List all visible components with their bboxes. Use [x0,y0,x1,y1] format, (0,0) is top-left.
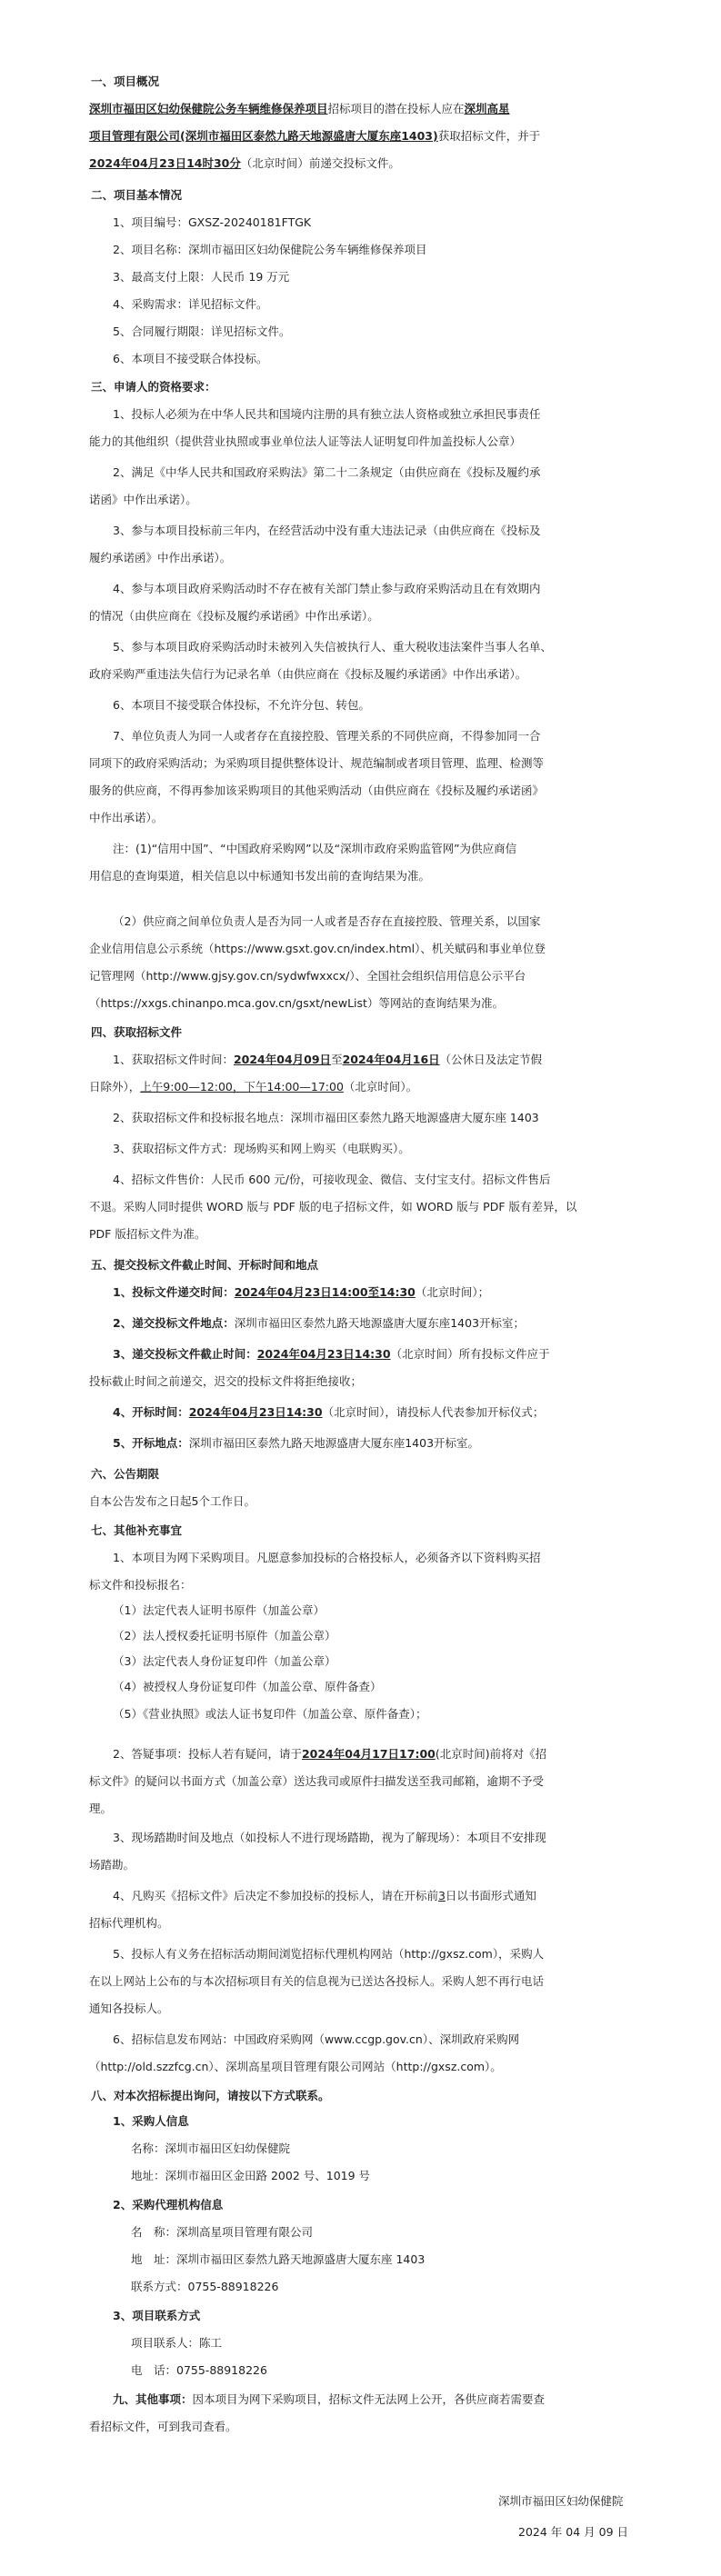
text-span: 5、开标地点： [113,1436,189,1450]
end-date: 2024年04月16日 [342,1053,440,1066]
text-span: 深圳市福田区泰然九路天地源盛唐大厦东座1403开标室； [234,1316,526,1330]
project-info-item: 1、项目编号：GXSZ-20240181FTGK [113,215,312,229]
text-span: （北京时间）； [415,1285,490,1299]
required-doc: （4）被授权人身份证复印件（加盖公章、原件备查） [113,1680,382,1693]
requirement-line: 诺函》中作出承诺）。 [89,493,197,506]
text-span: 因本项目为网下采购项目，招标文件无法网上公开，各供应商若需要查 [192,2392,546,2406]
text-span: 招标项目的潜在投标人应在 [327,102,465,115]
section-9-heading: 九、其他事项： [113,2392,193,2406]
required-doc: （1）法定代表人证明书原件（加盖公章） [113,1603,325,1617]
text-span: 3、递交投标文件截止时间： [113,1347,257,1361]
section-4-heading: 四、获取招标文件 [91,1025,183,1039]
text-span: 1、获取招标文件时间： [113,1053,234,1066]
project-contact-phone: 电 话：0755-88918226 [131,2363,267,2377]
obtain-place: 2、获取招标文件和投标报名地点：深圳市福田区泰然九路天地源盛唐大厦东座 1403 [113,1111,539,1124]
submit-deadline-line-1 [113,1347,550,1361]
requirement-line: 中作出承诺）。 [89,811,164,824]
note-line: 记管理网（http://www.gjsy.gov.cn/sydwfwxxcx/）、全国社会组织信用信息公示平台 [89,969,526,983]
supplement-line: 标文件和投标报名： [89,1578,192,1592]
qa-line-1 [113,1747,546,1761]
note-line: （https://xxgs.chinanpo.mca.gov.cn/gsxt/newList）等网站的查询结果为准。 [89,996,504,1010]
qa-line-2: 标文件》的疑问以书面方式（加盖公章）送达我司或原件扫描发送至我司邮箱，逾期不予受 [89,1774,545,1788]
publish-sites-line: 6、招标信息发布网站：中国政府采购网（www.ccgp.gov.cn）、深圳政府采购网 [113,2032,520,2046]
submit-deadline: 2024年04月23日14:30 [256,1347,391,1361]
requirement-line: 同项下的政府采购活动；为采购项目提供整体设计、规范编制或者项目管理、监理、检测等 [89,756,545,770]
issue-date: 2024 年 04 月 09 日 [518,2525,628,2539]
note-line: 用信息的查询渠道，相关信息以中标通知书发出前的查询结果为准。 [89,869,431,883]
text-span: （北京时间）所有投标文件应于 [390,1347,550,1361]
agency-name: 深圳高星 [464,102,510,115]
obtain-time-line-1 [113,1053,542,1066]
requirement-line: 服务的供应商，不得再参加该采购项目的其他采购活动（由供应商在《投标及履约承诺函》 [89,784,545,797]
text-span: 深圳市福田区泰然九路天地源盛唐大厦东座1403开标室。 [188,1436,480,1450]
text-span: （北京时间），请投标人代表参加开标仪式； [322,1405,545,1419]
agency-heading: 2、采购代理机构信息 [113,2198,224,2212]
site-visit-line: 3、现场踏勘时间及地点（如投标人不进行现场踏勘，视为了解现场）：本项目不安排现 [113,1831,546,1844]
project-contact-person: 项目联系人：陈工 [131,2336,223,2350]
price-line: PDF 版招标文件为准。 [89,1227,206,1241]
section-3-heading: 三、申请人的资格要求： [91,380,216,394]
required-doc: （5）《营业执照》或法人证书复印件（加盖公章、原件备查）； [113,1707,427,1721]
requirement-line: 4、参与本项目政府采购活动时不存在被有关部门禁止参与政府采购活动且在有效期内 [113,582,541,595]
purchaser-address: 地址：深圳市福田区金田路 2002 号、1019 号 [131,2169,371,2182]
agency-phone: 联系方式：0755-88918226 [131,2280,279,2293]
issuer-name: 深圳市福田区妇幼保健院 [498,2494,624,2508]
bid-deadline: 2024年04月23日14时30分 [89,156,241,170]
website-duty-line: 在以上网站上公布的与本次招标项目有关的信息视为已送达各投标人。采购人恕不再行电话 [89,1974,545,1988]
site-visit-line: 场踏勘。 [89,1858,135,1872]
qa-deadline: 2024年04月17日17:00 [301,1747,436,1761]
section-9-line-2: 看招标文件，可到我司查看。 [89,2420,237,2433]
section-1-heading: 一、项目概况 [91,75,160,88]
project-info-item: 5、合同履行期限：详见招标文件。 [113,324,291,338]
text-span: (北京时间)前将对《招 [435,1747,547,1761]
text-span: 4、开标时间： [113,1405,189,1419]
note-line: （2）供应商之间单位负责人是否为同一人或者是否存在直接控股、管理关系，以国家 [113,914,541,928]
section-1-para-line-1 [89,102,510,115]
text-span: 日以书面形式通知 [445,1889,536,1902]
purchaser-name: 名称：深圳市福田区妇幼保健院 [131,2142,291,2155]
project-info-item: 4、采购需求：详见招标文件。 [113,297,268,311]
text-span: 1、投标文件递交时间： [113,1285,235,1299]
requirement-line: 5、参与本项目政府采购活动时未被列入失信被执行人、重大税收违法案件当事人名单、 [113,640,552,654]
project-info-item: 3、最高支付上限：人民币 19 万元 [113,270,290,284]
project-name-link: 深圳市福田区妇幼保健院公务车辆维修保养项目 [89,102,328,115]
requirement-line: 能力的其他组织（提供营业执照或事业单位法人证等法人证明复印件加盖投标人公章） [89,434,522,448]
note-line: 企业信用信息公示系统（https://www.gsxt.gov.cn/index.html）、机关赋码和事业单位登 [89,942,546,955]
note-line: 注：(1)“信用中国”、“中国政府采购网”以及“深圳市政府采购监管网”为供应商信 [113,842,517,855]
notice-period: 自本公告发布之日起5个工作日。 [89,1494,255,1508]
project-contact-heading: 3、项目联系方式 [113,2309,201,2322]
price-line: 4、招标文件售价：人民币 600 元/份，可接收现金、微信、支付宝支付。招标文件售后 [113,1173,551,1186]
agency-name: 名 称：深圳高星项目管理有限公司 [131,2225,314,2239]
required-doc: （3）法定代表人身份证复印件（加盖公章） [113,1654,336,1668]
opening-place [113,1436,479,1450]
project-info-item: 6、本项目不接受联合体投标。 [113,352,268,365]
submit-time [113,1285,489,1299]
qa-line-3: 理。 [89,1802,113,1815]
submit-window: 2024年04月23日14:00至14:30 [234,1285,416,1299]
section-6-heading: 六、公告期限 [91,1467,160,1481]
text-span: （北京时间）前递交投标文件。 [240,156,400,170]
agency-address: 地 址：深圳市福田区泰然九路天地源盛唐大厦东座 1403 [131,2252,426,2266]
website-duty-line: 通知各投标人。 [89,2002,169,2015]
website-duty-line: 5、投标人有义务在招标活动期间浏览招标代理机构网站（http://gxsz.com），采购人 [113,1947,545,1961]
text-span: 2、递交投标文件地点： [113,1316,235,1330]
text-span: 获取招标文件，并于 [437,129,541,143]
text-span: 4、凡购买《招标文件》后决定不参加投标的投标人，请在开标前 [113,1889,438,1902]
section-8-heading: 八、对本次招标提出询问，请按以下方式联系。 [91,2089,330,2102]
section-1-para-line-2 [89,129,540,143]
office-hours: 上午9:00—12:00，下午14:00—17:00 [140,1080,344,1093]
price-line: 不退。采购人同时提供 WORD 版与 PDF 版的电子招标文件，如 WORD 版与 PDF 版有差异，以 [89,1200,577,1213]
withdraw-line-1 [113,1889,536,1902]
section-2-heading: 二、项目基本情况 [91,188,183,202]
text-span: 日除外）， [89,1080,141,1093]
agency-address: 项目管理有限公司(深圳市福田区泰然九路天地源盛唐大厦东座1403) [89,129,438,143]
opening-datetime: 2024年04月23日14:30 [188,1405,323,1419]
text-span: （公休日及法定节假 [439,1053,543,1066]
supplement-line: 1、本项目为网下采购项目。凡愿意参加投标的合格投标人，必须备齐以下资料购买招 [113,1551,541,1564]
submit-place [113,1316,525,1330]
text-span: 2、答疑事项：投标人若有疑问，请于 [113,1747,302,1761]
requirement-line: 履约承诺函》中作出承诺）。 [89,551,232,564]
section-5-heading: 五、提交投标文件截止时间、开标时间和地点 [91,1258,319,1272]
opening-time [113,1405,544,1419]
days-notice: 3 [437,1889,446,1902]
requirement-line: 2、满足《中华人民共和国政府采购法》第二十二条规定（由供应商在《投标及履约承 [113,465,541,479]
requirement-line: 1、投标人必须为在中华人民共和国境内注册的具有独立法人资格或独立承担民事责任 [113,407,541,421]
text-span: （北京时间）。 [343,1080,418,1093]
text-span: 至 [331,1053,343,1066]
obtain-time-line-2 [89,1080,417,1093]
section-7-heading: 七、其他补充事宜 [91,1523,183,1537]
publish-sites-line: （http://old.szzfcg.cn）、深圳高星项目管理有限公司网站（http://gxsz.com）。 [89,2060,502,2073]
requirement-line: 政府采购严重违法失信行为记录名单（由供应商在《投标及履约承诺函》中作出承诺）。 [89,667,527,681]
requirement-line: 7、单位负责人为同一人或者存在直接控股、管理关系的不同供应商，不得参加同一合 [113,729,541,743]
requirement-line: 3、参与本项目投标前三年内，在经营活动中没有重大违法记录（由供应商在《投标及 [113,524,541,537]
requirement-line: 的情况（由供应商在《投标及履约承诺函》中作出承诺）。 [89,609,379,623]
requirement-line: 6、本项目不接受联合体投标，不允许分包、转包。 [113,698,370,712]
project-info-item: 2、项目名称：深圳市福田区妇幼保健院公务车辆维修保养项目 [113,243,427,256]
submit-deadline-line-2: 投标截止时间之前递交，迟交的投标文件将拒绝接收； [89,1374,363,1388]
section-9-line-1 [113,2392,545,2406]
purchaser-heading: 1、采购人信息 [113,2114,189,2128]
withdraw-line-2: 招标代理机构。 [89,1916,169,1930]
section-1-para-line-3 [89,156,400,170]
start-date: 2024年04月09日 [233,1053,332,1066]
obtain-method: 3、获取招标文件方式：现场购买和网上购买（电联购买）。 [113,1142,410,1155]
required-doc: （2）法人授权委托证明书原件（加盖公章） [113,1629,336,1642]
